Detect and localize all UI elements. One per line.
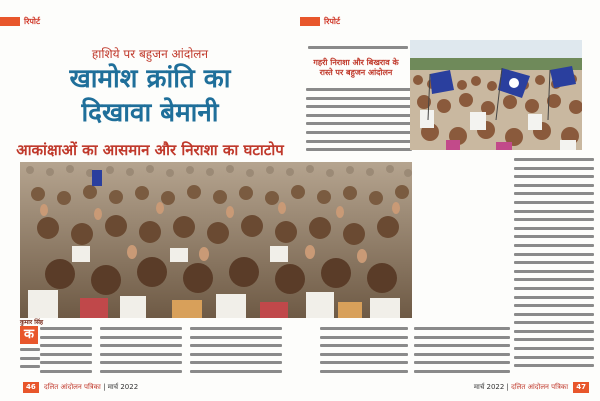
subheadline: आकांक्षाओं का आसमान और निराशा का घटाटोप xyxy=(16,141,284,159)
page-number-right: 47 xyxy=(573,382,589,393)
page-number-left: 46 xyxy=(23,382,39,393)
body-text-col-2 xyxy=(100,327,182,375)
section-tag-left: रिपोर्ट xyxy=(0,16,40,27)
body-text-col-3 xyxy=(190,327,282,375)
kicker: हाशिये पर बहुजन आंदोलन xyxy=(91,47,209,61)
magazine-name: दलित आंदोलन पत्रिका xyxy=(511,383,569,391)
body-text-right-bottom-1 xyxy=(320,327,408,375)
drop-cap: क xyxy=(20,326,38,344)
byline: कुमार सिंह xyxy=(20,319,44,326)
crowd-photo-svg xyxy=(20,162,412,318)
crowd-photo-main xyxy=(20,162,412,318)
rally-photo-svg xyxy=(410,40,582,150)
body-text-col-1 xyxy=(40,327,92,375)
side-heading: गहरी निराशा और बिखराव के रास्ते पर बहुजन आंदोलन xyxy=(313,58,399,77)
issue-date: मार्च 2022 xyxy=(473,383,505,391)
body-text-right-col-1 xyxy=(306,88,412,160)
body-text-top-right xyxy=(308,46,408,56)
footer-right: मार्च 2022 | दलित आंदोलन पत्रिका 47 xyxy=(474,382,592,393)
section-tag-block xyxy=(300,17,320,26)
issue-date: मार्च 2022 xyxy=(107,383,139,391)
body-text-col-1b xyxy=(20,348,40,372)
body-text-right-col-3 xyxy=(514,158,594,376)
body-text-right-bottom-2 xyxy=(414,327,510,375)
rally-photo-inset xyxy=(410,40,582,150)
headline: खामोश क्रांति का दिखावा बेमानी xyxy=(69,64,231,128)
section-tag-right: रिपोर्ट xyxy=(300,16,340,27)
footer-left: 46 दलित आंदोलन पत्रिका | मार्च 2022 xyxy=(20,382,138,393)
section-tag-block xyxy=(0,17,20,26)
magazine-name: दलित आंदोलन पत्रिका xyxy=(43,383,101,391)
